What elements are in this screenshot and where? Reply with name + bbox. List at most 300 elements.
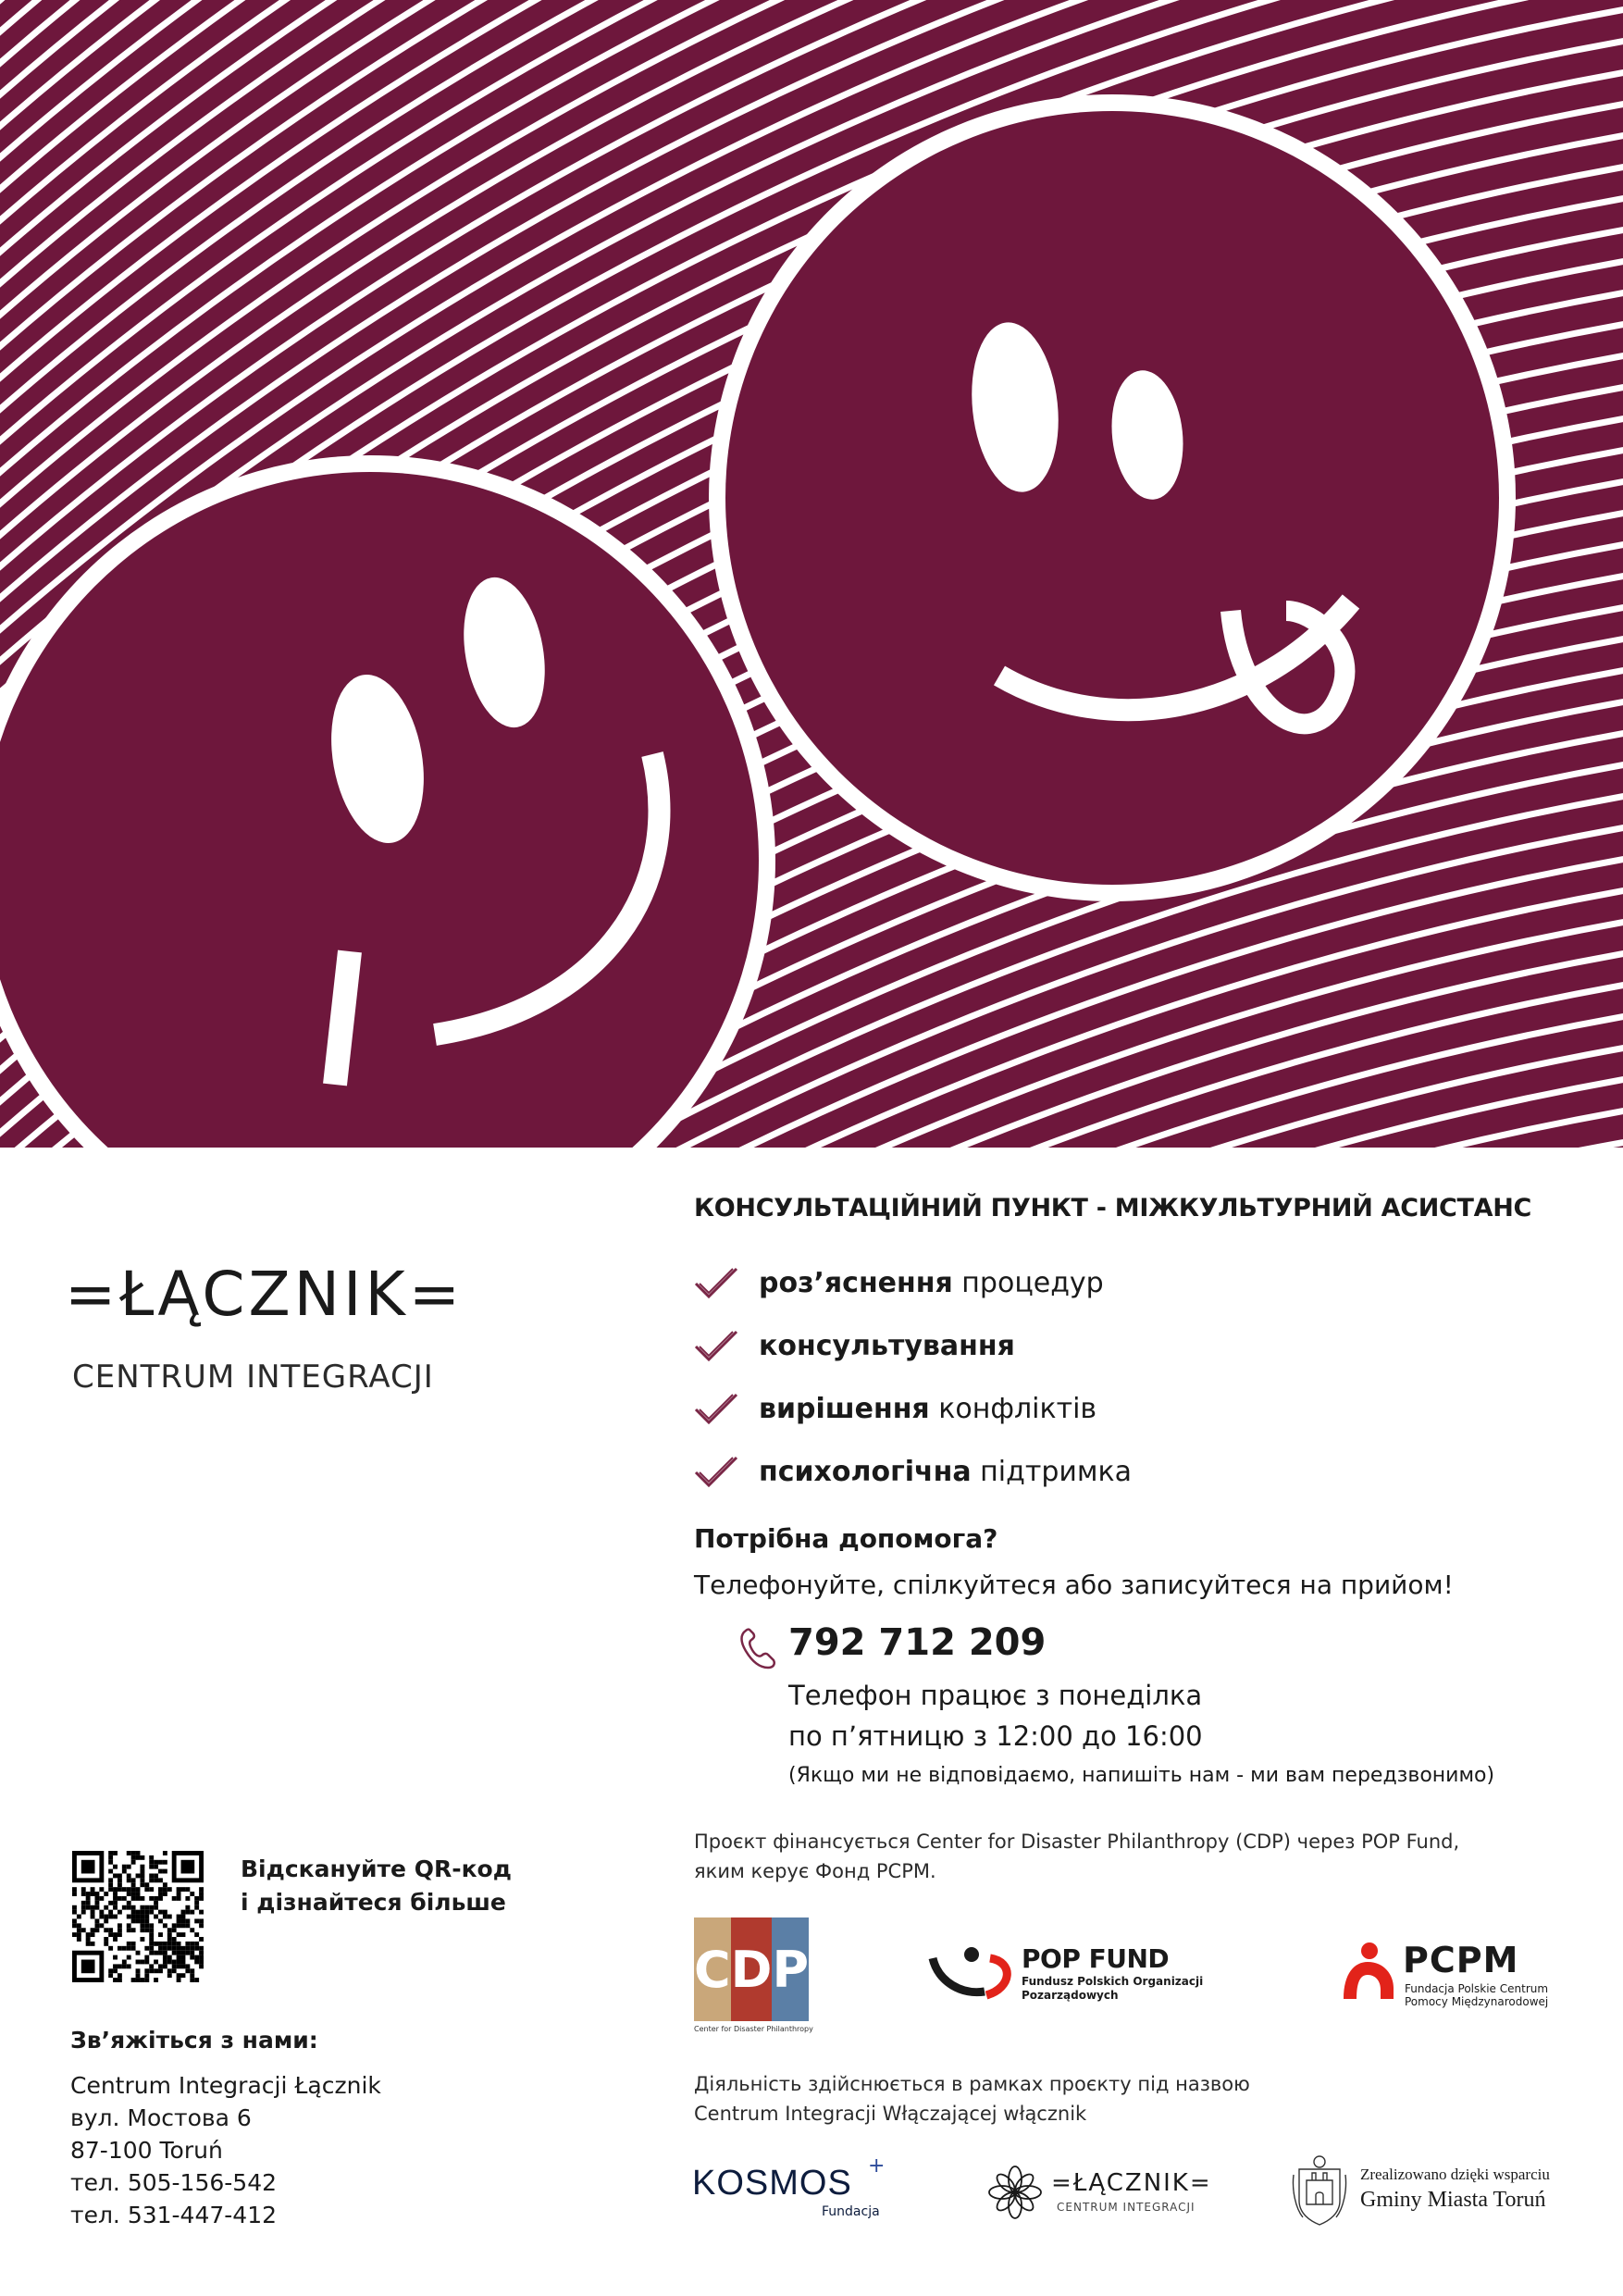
qr-module (99, 1915, 104, 1919)
qr-module (177, 1932, 181, 1937)
qr-module (108, 1946, 113, 1951)
qr-module (91, 1915, 95, 1919)
kosmos-logo (692, 2156, 896, 2221)
qr-module (122, 1887, 127, 1892)
qr-module (199, 1951, 204, 1955)
qr-module (122, 1964, 127, 1968)
pcpm-subtitle (1405, 1982, 1548, 2008)
qr-module (131, 1928, 136, 1932)
qr-module (122, 1869, 127, 1874)
lacznik-small-word: =ŁĄCZNIK= (1051, 2169, 1212, 2197)
qr-module (81, 1910, 86, 1915)
qr-module (140, 1978, 144, 1982)
qr-module (118, 1978, 122, 1982)
qr-module (104, 1928, 108, 1932)
qr-module (118, 1964, 122, 1968)
qr-module (140, 1882, 144, 1887)
qr-module (177, 1923, 181, 1928)
qr-module (177, 1978, 181, 1982)
qr-module (172, 1896, 177, 1901)
qr-module (113, 1905, 118, 1910)
qr-module (199, 1918, 204, 1923)
qr-module (91, 1905, 95, 1910)
qr-module (185, 1946, 190, 1951)
qr-module (140, 1937, 144, 1942)
qr-module (194, 1932, 199, 1937)
contact-phone-2[interactable]: тел. 531-447-412 (70, 2202, 278, 2228)
qr-module (140, 1910, 144, 1915)
qr-module (167, 1887, 172, 1892)
contact-line: 87-100 Toruń (70, 2137, 223, 2164)
qr-module (140, 1869, 144, 1874)
qr-module (72, 1923, 77, 1928)
qr-module (177, 1964, 181, 1968)
qr-module (99, 1896, 104, 1901)
qr-module (190, 1951, 194, 1955)
phone-hours-line-1: Телефон працює з понеділка (788, 1680, 1203, 1711)
qr-module (140, 1960, 144, 1965)
qr-module (136, 1973, 141, 1978)
qr-module (77, 1915, 81, 1919)
qr-module (154, 1865, 158, 1869)
qr-module (131, 1910, 136, 1915)
qr-module (77, 1937, 81, 1942)
qr-module (94, 1901, 99, 1905)
qr-module (108, 1869, 113, 1874)
qr-module (154, 1960, 158, 1965)
qr-module (77, 1923, 81, 1928)
qr-module (177, 1955, 181, 1960)
qr-module (127, 1892, 131, 1896)
qr-module (131, 1905, 136, 1910)
qr-module (167, 1915, 172, 1919)
qr-module (113, 1887, 118, 1892)
qr-module (136, 1968, 141, 1973)
callback-note: (Якщо ми не відповідаємо, напишіть нам - ми вам передзвонимо) (788, 1764, 1495, 1787)
qr-module (163, 1960, 167, 1965)
qr-module (127, 1942, 131, 1946)
phone-hours-line-2: по п’ятницю з 12:00 до 16:00 (788, 1720, 1203, 1752)
qr-module (190, 1928, 194, 1932)
qr-module (140, 1905, 144, 1910)
qr-caption (241, 1853, 512, 1919)
qr-module (149, 1951, 154, 1955)
qr-module (163, 1860, 167, 1865)
qr-module (158, 1892, 163, 1896)
qr-module (154, 1978, 158, 1982)
qr-module (122, 1905, 127, 1910)
contact-phone-1[interactable]: тел. 505-156-542 (70, 2169, 278, 2196)
qr-module (181, 1951, 186, 1955)
qr-module (149, 1865, 154, 1869)
qr-module (190, 1978, 194, 1982)
qr-module (167, 1955, 172, 1960)
qr-module (154, 1915, 158, 1919)
qr-module (172, 1951, 177, 1955)
qr-module (131, 1851, 136, 1855)
qr-module (149, 1937, 154, 1942)
qr-module (136, 1918, 141, 1923)
phone-number[interactable]: 792 712 209 (788, 1621, 1047, 1664)
qr-module (185, 1951, 190, 1955)
qr-module (104, 1942, 108, 1946)
qr-module (181, 1910, 186, 1915)
phone-hours (788, 1675, 1203, 1756)
qr-module (131, 1946, 136, 1951)
qr-module (158, 1887, 163, 1892)
qr-module (136, 1978, 141, 1982)
qr-module (172, 1937, 177, 1942)
pcpm-mark-icon (1338, 1942, 1395, 2001)
qr-module (81, 1887, 86, 1892)
qr-module (72, 1918, 77, 1923)
qr-module (86, 1932, 91, 1937)
cdp-letter-p: P (772, 1917, 809, 2021)
qr-module (91, 1910, 95, 1915)
qr-module (149, 1860, 154, 1865)
qr-module (118, 1887, 122, 1892)
qr-module (127, 1887, 131, 1892)
qr-module (181, 1887, 186, 1892)
qr-module (199, 1887, 204, 1892)
qr-module (131, 1978, 136, 1982)
qr-module (158, 1968, 163, 1973)
popfund-logo (925, 1943, 1240, 2017)
qr-module (113, 1865, 118, 1869)
qr-module (136, 1915, 141, 1919)
qr-module (154, 1905, 158, 1910)
qr-module (172, 1928, 177, 1932)
qr-module (94, 1918, 99, 1923)
qr-module (181, 1973, 186, 1978)
qr-module (154, 1878, 158, 1882)
qr-module (72, 1892, 77, 1896)
qr-module (81, 1901, 86, 1905)
qr-module (181, 1946, 186, 1951)
qr-module (72, 1910, 77, 1915)
qr-module (94, 1892, 99, 1896)
cdp-logo (694, 1917, 813, 2038)
qr-module (118, 1873, 122, 1878)
qr-module (149, 1873, 154, 1878)
contact-address (70, 2069, 381, 2231)
qr-module (131, 1942, 136, 1946)
qr-module (163, 1910, 167, 1915)
qr-module (154, 1951, 158, 1955)
qr-module (72, 1905, 77, 1910)
qr-module (77, 1928, 81, 1932)
qr-module (118, 1878, 122, 1882)
qr-module (163, 1964, 167, 1968)
qr-module (154, 1873, 158, 1878)
qr-module (172, 1923, 177, 1928)
qr-module (181, 1923, 186, 1928)
qr-module (113, 1896, 118, 1901)
right-smiley-face (709, 94, 1516, 901)
qr-module (136, 1855, 141, 1860)
qr-module (136, 1910, 141, 1915)
qr-module (113, 1892, 118, 1896)
qr-module (172, 1968, 177, 1973)
qr-module (81, 1860, 95, 1874)
qr-module (199, 1923, 204, 1928)
qr-module (136, 1896, 141, 1901)
cdp-letter-d: D (731, 1917, 773, 2021)
qr-module (158, 1951, 163, 1955)
qr-module (177, 1946, 181, 1951)
qr-module (113, 1873, 118, 1878)
qr-module (181, 1915, 186, 1919)
qr-module (81, 1905, 86, 1910)
qr-module (181, 1960, 186, 1965)
qr-module (177, 1887, 181, 1892)
qr-code[interactable] (72, 1851, 204, 1982)
qr-module (144, 1978, 149, 1982)
qr-module (185, 1964, 190, 1968)
qr-module (158, 1896, 163, 1901)
qr-module (108, 1887, 113, 1892)
torun-line-2: Gminy Miasta Toruń (1360, 2188, 1546, 2212)
check-icon (692, 1389, 740, 1428)
kosmos-plus: + (868, 2154, 886, 2178)
qr-module (144, 1973, 149, 1978)
qr-module (118, 1932, 122, 1937)
qr-module (131, 1855, 136, 1860)
qr-module (177, 1973, 181, 1978)
qr-module (167, 1942, 172, 1946)
qr-module (122, 1946, 127, 1951)
qr-module (131, 1896, 136, 1901)
qr-module (86, 1892, 91, 1896)
qr-module (199, 1910, 204, 1915)
qr-module (94, 1905, 99, 1910)
qr-module (190, 1955, 194, 1960)
qr-module (104, 1905, 108, 1910)
lacznik-logo-word: =ŁĄCZNIK= (65, 1259, 465, 1330)
torun-crest-icon (1290, 2153, 1349, 2227)
qr-module (131, 1887, 136, 1892)
qr-module (199, 1964, 204, 1968)
qr-module (94, 1923, 99, 1928)
qr-module (149, 1910, 154, 1915)
qr-module (127, 1851, 131, 1855)
kosmos-subtitle: Fundacja (822, 2204, 880, 2219)
qr-module (199, 1892, 204, 1896)
funding-line-1: Проєкт фінансується Center for Disaster Philanthropy (CDP) через POP Fund, (694, 1831, 1460, 1853)
qr-module (181, 1918, 186, 1923)
qr-module (144, 1882, 149, 1887)
activity-note (694, 2069, 1250, 2128)
qr-module (158, 1918, 163, 1923)
qr-module (163, 1851, 167, 1855)
qr-module (94, 1928, 99, 1932)
qr-module (154, 1860, 158, 1865)
funding-line-2: яким керує Фонд PCPM. (694, 1860, 936, 1882)
qr-module (149, 1946, 154, 1951)
qr-module (113, 1901, 118, 1905)
check-icon (692, 1452, 740, 1491)
qr-module (167, 1960, 172, 1965)
qr-module (127, 1915, 131, 1919)
qr-module (199, 1896, 204, 1901)
qr-module (185, 1968, 190, 1973)
qr-module (81, 1960, 95, 1974)
qr-module (140, 1918, 144, 1923)
qr-module (149, 1878, 154, 1882)
service-rest: підтримка (971, 1455, 1132, 1488)
qr-module (194, 1955, 199, 1960)
qr-module (158, 1910, 163, 1915)
qr-module (127, 1964, 131, 1968)
qr-module (163, 1869, 167, 1874)
qr-module (108, 1932, 113, 1937)
qr-module (167, 1946, 172, 1951)
qr-module (185, 1942, 190, 1946)
qr-module (177, 1951, 181, 1955)
qr-module (108, 1860, 113, 1865)
qr-module (172, 1946, 177, 1951)
qr-module (136, 1873, 141, 1878)
qr-module (185, 1905, 190, 1910)
qr-module (144, 1915, 149, 1919)
qr-module (108, 1851, 113, 1855)
qr-module (163, 1915, 167, 1919)
qr-module (158, 1869, 163, 1874)
qr-module (149, 1905, 154, 1910)
qr-module (86, 1896, 91, 1901)
qr-module (177, 1960, 181, 1965)
qr-module (94, 1896, 99, 1901)
qr-module (154, 1968, 158, 1973)
qr-module (144, 1910, 149, 1915)
qr-module (158, 1932, 163, 1937)
qr-module (194, 1905, 199, 1910)
service-bold: вирішення (759, 1392, 930, 1425)
qr-module (144, 1946, 149, 1951)
activity-line-1: Діяльність здійснюється в рамках проєкту під назвою (694, 2073, 1250, 2095)
qr-module (99, 1910, 104, 1915)
qr-module (181, 1964, 186, 1968)
qr-module (140, 1896, 144, 1901)
qr-module (122, 1865, 127, 1869)
qr-module (149, 1932, 154, 1937)
qr-module (194, 1978, 199, 1982)
qr-module (91, 1932, 95, 1937)
qr-module (158, 1964, 163, 1968)
qr-module (144, 1928, 149, 1932)
qr-module (72, 1887, 77, 1892)
qr-module (144, 1968, 149, 1973)
qr-module (113, 1851, 118, 1855)
help-title: Потрібна допомога? (694, 1523, 998, 1554)
kosmos-word: KOSMOS (692, 2164, 852, 2203)
qr-module (127, 1955, 131, 1960)
qr-module (81, 1928, 86, 1932)
qr-module (190, 1968, 194, 1973)
qr-module (108, 1915, 113, 1919)
qr-module (140, 1923, 144, 1928)
qr-module (194, 1901, 199, 1905)
qr-module (190, 1910, 194, 1915)
qr-module (199, 1960, 204, 1965)
qr-module (149, 1928, 154, 1932)
qr-module (172, 1960, 177, 1965)
qr-module (127, 1923, 131, 1928)
qr-module (118, 1928, 122, 1932)
qr-module (136, 1892, 141, 1896)
qr-module (185, 1923, 190, 1928)
qr-module (131, 1860, 136, 1865)
qr-module (163, 1887, 167, 1892)
qr-module (81, 1892, 86, 1896)
qr-module (185, 1918, 190, 1923)
qr-module (113, 1968, 118, 1973)
qr-module (140, 1855, 144, 1860)
qr-module (144, 1960, 149, 1965)
qr-module (113, 1915, 118, 1919)
qr-module (131, 1892, 136, 1896)
qr-module (118, 1923, 122, 1928)
qr-module (158, 1860, 163, 1865)
qr-module (72, 1932, 77, 1937)
qr-module (149, 1968, 154, 1973)
qr-module (144, 1905, 149, 1910)
qr-module (91, 1942, 95, 1946)
check-icon (692, 1326, 740, 1365)
qr-module (118, 1882, 122, 1887)
pcpm-sub-line-2: Pomocy Międzynarodowej (1405, 1995, 1549, 2008)
qr-module (190, 1973, 194, 1978)
qr-module (104, 1892, 108, 1896)
qr-module (131, 1878, 136, 1882)
service-item (692, 1440, 1132, 1503)
pcpm-sub-line-1: Fundacja Polskie Centrum (1405, 1982, 1549, 1995)
qr-module (99, 1887, 104, 1892)
qr-module (190, 1892, 194, 1896)
qr-module (199, 1937, 204, 1942)
qr-module (177, 1918, 181, 1923)
qr-module (108, 1855, 113, 1860)
qr-caption-line-1: Відскануйте QR-код (241, 1855, 512, 1882)
qr-module (108, 1968, 113, 1973)
qr-module (136, 1951, 141, 1955)
qr-module (86, 1905, 91, 1910)
qr-module (131, 1882, 136, 1887)
popfund-mark-icon (925, 1945, 1018, 2001)
qr-module (185, 1896, 190, 1901)
qr-module (77, 1932, 81, 1937)
cdp-caption: Center for Disaster Philanthropy (694, 2025, 813, 2033)
qr-module (136, 1851, 141, 1855)
qr-module (113, 1937, 118, 1942)
lacznik-small-subtitle: CENTRUM INTEGRACJI (1057, 2201, 1196, 2214)
cdp-letter-c: C (694, 1917, 731, 2021)
qr-module (194, 1918, 199, 1923)
contact-line: вул. Мостова 6 (70, 2104, 252, 2131)
help-subtitle: Телефонуйте, спілкуйтеся або записуйтеся на прийом! (694, 1570, 1454, 1600)
qr-module (86, 1942, 91, 1946)
qr-module (144, 1955, 149, 1960)
qr-module (99, 1923, 104, 1928)
activity-line-2: Centrum Integracji Włączającej włącznik (694, 2103, 1087, 2125)
qr-module (194, 1946, 199, 1951)
popfund-sub-line-2: Pozarządowych (1022, 1989, 1119, 2002)
qr-module (177, 1896, 181, 1901)
qr-module (149, 1923, 154, 1928)
qr-module (185, 1887, 190, 1892)
qr-module (190, 1946, 194, 1951)
qr-module (108, 1910, 113, 1915)
